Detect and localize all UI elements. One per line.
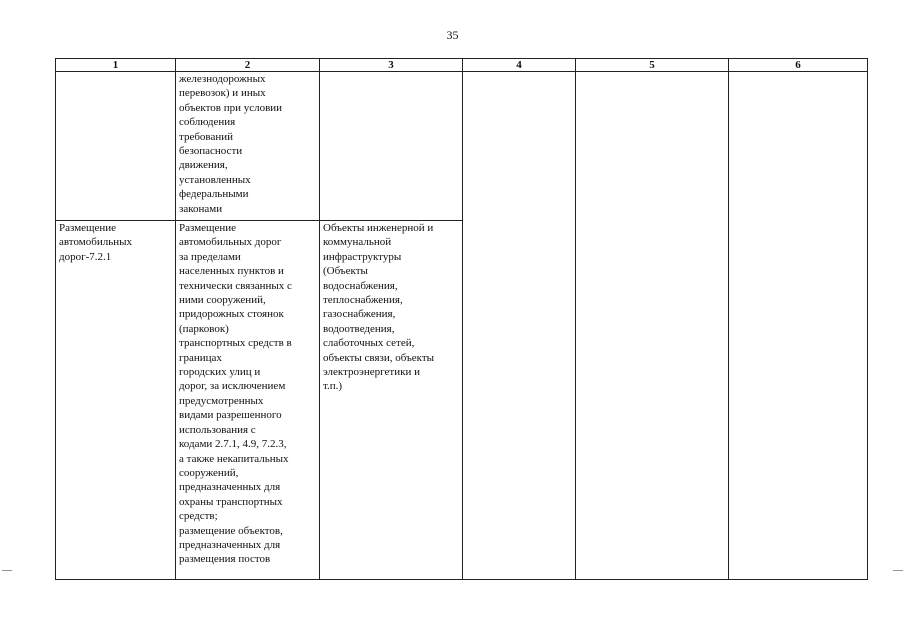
column-header-4: 4 bbox=[463, 59, 576, 72]
cell-continuation-col2 bbox=[176, 72, 320, 221]
table-row-continuation bbox=[56, 72, 868, 221]
regulations-table bbox=[55, 58, 868, 580]
use-type-description: Размещение автомобильных дорог за пределами населенных пунктов и технически связанных с ними сооружений, придорожных стоянок (парковок) транспортных средств в границах городских улиц и дорог, за исключением предусмотренных видами разрешенного использования с кодами 2.7.1, 4.9, 7.2.3, а также некапитальных сооружений, предназначенных для охраны транспортных средств; размещение объектов, предназначенных для размещения постов bbox=[179, 222, 292, 566]
left-edge-mark: — bbox=[2, 565, 12, 576]
column-header-2: 2 bbox=[176, 59, 320, 72]
cell-main-col3 bbox=[320, 221, 463, 580]
use-type-name: Размещение автомобильных дорог-7.2.1 bbox=[59, 222, 132, 263]
auxiliary-objects: Объекты инженерной и коммунальной инфраструктуры (Объекты водоснабжения, теплоснабжения, газоснабжения, водоотведения, слаботочных сетей, объекты связи, объекты электроэнергетики и т.п.) bbox=[323, 222, 435, 393]
column-header-5: 5 bbox=[576, 59, 729, 72]
cell-continuation-col3 bbox=[320, 72, 463, 221]
cell-col4 bbox=[463, 72, 576, 580]
cell-continuation-col1 bbox=[56, 72, 176, 221]
cell-main-col1 bbox=[56, 221, 176, 580]
page-number: 35 bbox=[446, 28, 459, 42]
cell-main-col2 bbox=[176, 221, 320, 580]
cell-col6 bbox=[729, 72, 868, 580]
table-header-row bbox=[56, 59, 868, 72]
cell-col5 bbox=[576, 72, 729, 580]
continuation-description: железнодорожных перевозок) и иных объектов при условии соблюдения требований безопасности движения, установленных федеральными законами bbox=[179, 73, 283, 215]
column-header-3: 3 bbox=[320, 59, 463, 72]
column-header-6: 6 bbox=[729, 59, 868, 72]
right-edge-mark: — bbox=[893, 565, 903, 576]
column-header-1: 1 bbox=[56, 59, 176, 72]
